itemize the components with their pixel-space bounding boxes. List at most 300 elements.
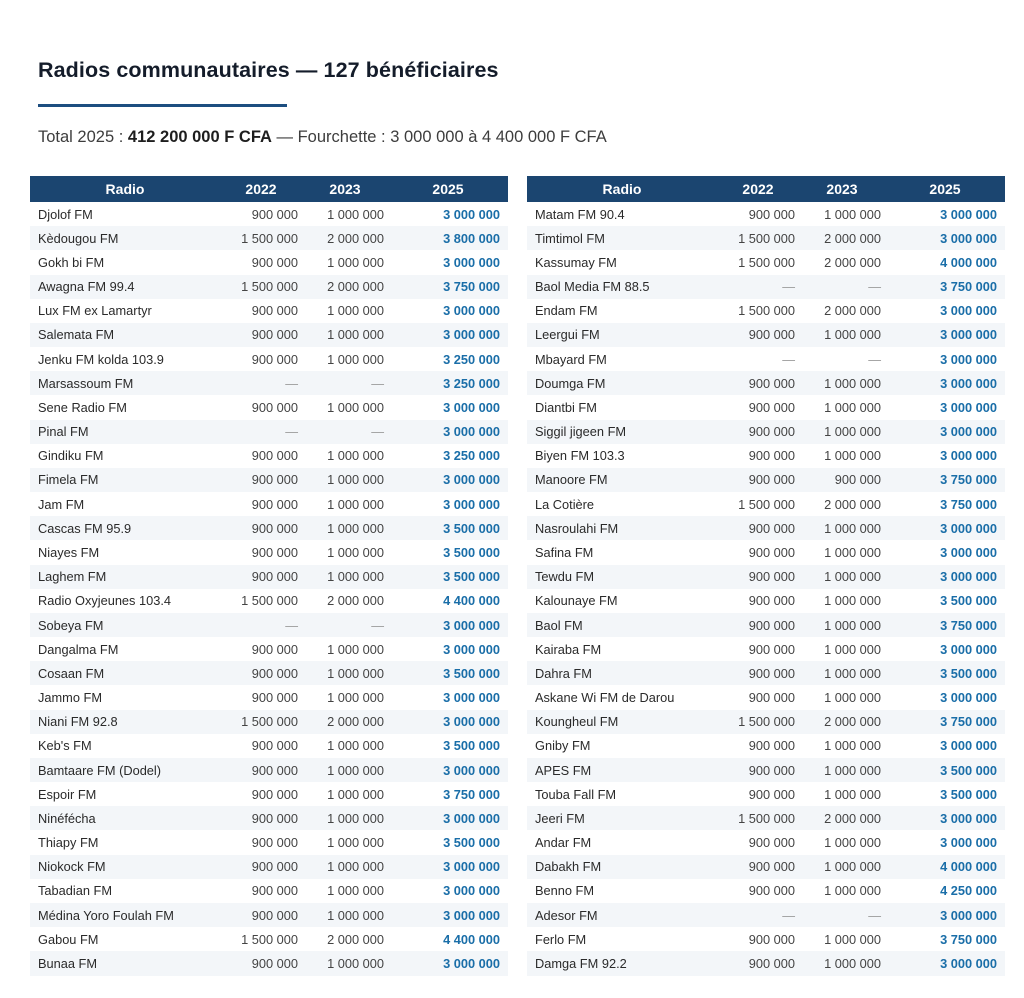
table-row bbox=[527, 420, 1005, 444]
table-row bbox=[30, 710, 508, 734]
table-row bbox=[30, 879, 508, 903]
cell-2023: 1 000 000 bbox=[799, 661, 885, 685]
cell-radio-name: Damga FM 92.2 bbox=[527, 951, 717, 975]
table-row bbox=[527, 516, 1005, 540]
cell-2023: 2 000 000 bbox=[824, 254, 881, 270]
cell-2025: 3 750 000 bbox=[940, 931, 997, 947]
cell-2022: 900 000 bbox=[251, 206, 298, 222]
table-row bbox=[30, 492, 508, 516]
table-row bbox=[527, 661, 1005, 685]
cell-2022: 900 000 bbox=[717, 758, 799, 782]
cell-radio-name: Kassumay FM bbox=[535, 254, 617, 270]
cell-2023: 1 000 000 bbox=[327, 351, 384, 367]
cell-2023: 1 000 000 bbox=[327, 738, 384, 754]
cell-2023: 1 000 000 bbox=[824, 448, 881, 464]
table-row bbox=[527, 685, 1005, 709]
cell-radio-name: Diantbi FM bbox=[535, 399, 597, 415]
cell-2025: 3 500 000 bbox=[940, 786, 997, 802]
title-underline bbox=[38, 104, 287, 107]
cell-2022: 900 000 bbox=[717, 323, 799, 347]
cell-radio-name: Siggil jigeen FM bbox=[527, 420, 717, 444]
table-row bbox=[527, 226, 1005, 250]
cell-2025: 3 000 000 bbox=[388, 903, 508, 927]
cell-radio-name: Baol Media FM 88.5 bbox=[527, 275, 717, 299]
cell-2023: 1 000 000 bbox=[302, 661, 388, 685]
cell-2023: 1 000 000 bbox=[799, 516, 885, 540]
cell-2025: 3 000 000 bbox=[940, 641, 997, 657]
cell-radio-name: Cascas FM 95.9 bbox=[30, 516, 220, 540]
cell-2022: 900 000 bbox=[748, 738, 795, 754]
table-row bbox=[30, 806, 508, 830]
cell-radio-name: Timtimol FM bbox=[527, 226, 717, 250]
cell-radio-name: Gabou FM bbox=[38, 931, 99, 947]
cell-2022: 900 000 bbox=[220, 903, 302, 927]
cell-2023: 1 000 000 bbox=[327, 690, 384, 706]
table-row bbox=[30, 782, 508, 806]
cell-2023: 1 000 000 bbox=[327, 448, 384, 464]
cell-2022: 900 000 bbox=[251, 399, 298, 415]
table-row bbox=[30, 758, 508, 782]
cell-radio-name: Dangalma FM bbox=[38, 641, 119, 657]
table-row bbox=[527, 855, 1005, 879]
cell-2025: 3 000 000 bbox=[885, 226, 1005, 250]
cell-2025: 3 500 000 bbox=[388, 565, 508, 589]
cell-2023: 1 000 000 bbox=[327, 496, 384, 512]
cell-2025: 3 500 000 bbox=[443, 738, 500, 754]
cell-2022: 900 000 bbox=[251, 496, 298, 512]
cell-2022: 900 000 bbox=[220, 855, 302, 879]
cell-2025: 3 000 000 bbox=[443, 496, 500, 512]
cell-2023: 1 000 000 bbox=[327, 399, 384, 415]
cell-radio-name: Bamtaare FM (Dodel) bbox=[30, 758, 220, 782]
summary-total: 412 200 000 F CFA bbox=[127, 128, 272, 146]
cell-2025: 3 750 000 bbox=[885, 613, 1005, 637]
header-2025: 2025 bbox=[885, 176, 1005, 202]
cell-2025: 3 750 000 bbox=[443, 786, 500, 802]
cell-2023: 1 000 000 bbox=[327, 544, 384, 560]
table-row bbox=[30, 323, 508, 347]
cell-2022: 900 000 bbox=[717, 613, 799, 637]
cell-2025: 4 400 000 bbox=[443, 931, 500, 947]
cell-radio-name: Gokh bi FM bbox=[38, 254, 105, 270]
table-row bbox=[527, 758, 1005, 782]
cell-2022: 1 500 000 bbox=[220, 710, 302, 734]
summary-line bbox=[38, 128, 607, 147]
cell-2023: 2 000 000 bbox=[302, 275, 388, 299]
table-row bbox=[30, 299, 508, 323]
cell-radio-name: Jam FM bbox=[38, 496, 85, 512]
table-row bbox=[527, 347, 1005, 371]
cell-2025: 3 000 000 bbox=[443, 254, 500, 270]
cell-2025: 3 000 000 bbox=[940, 448, 997, 464]
cell-2025: 3 000 000 bbox=[940, 544, 997, 560]
cell-2023: 2 000 000 bbox=[302, 710, 388, 734]
table-row bbox=[527, 734, 1005, 758]
cell-2022: 900 000 bbox=[220, 323, 302, 347]
cell-2025: 3 500 000 bbox=[885, 758, 1005, 782]
table-row bbox=[527, 565, 1005, 589]
table-row bbox=[527, 395, 1005, 419]
table-row bbox=[30, 250, 508, 274]
cell-2022: 1 500 000 bbox=[738, 254, 795, 270]
cell-radio-name: Radio Oxyjeunes 103.4 bbox=[38, 593, 172, 609]
cell-2025: 3 500 000 bbox=[940, 593, 997, 609]
cell-2025: 3 500 000 bbox=[443, 544, 500, 560]
cell-2025: 3 000 000 bbox=[885, 806, 1005, 830]
cell-2023: 1 000 000 bbox=[799, 855, 885, 879]
cell-2022: 900 000 bbox=[717, 371, 799, 395]
cell-radio-name: Pinal FM bbox=[30, 420, 220, 444]
cell-2023: 1 000 000 bbox=[302, 516, 388, 540]
cell-2025: 3 250 000 bbox=[443, 351, 500, 367]
table-row bbox=[527, 637, 1005, 661]
cell-2022: 1 500 000 bbox=[738, 303, 795, 319]
cell-2023: 2 000 000 bbox=[824, 303, 881, 319]
cell-2022: 900 000 bbox=[748, 690, 795, 706]
cell-radio-name: Djolof FM bbox=[38, 206, 93, 222]
table-row bbox=[527, 492, 1005, 516]
cell-radio-name: Ninéfécha bbox=[30, 806, 220, 830]
table-row bbox=[30, 275, 508, 299]
cell-2022: 900 000 bbox=[220, 468, 302, 492]
cell-2022: 900 000 bbox=[717, 855, 799, 879]
cell-radio-name: Fimela FM bbox=[30, 468, 220, 492]
cell-2023: — bbox=[302, 371, 388, 395]
table-row bbox=[30, 830, 508, 854]
cell-radio-name: Thiapy FM bbox=[38, 835, 99, 851]
table-row bbox=[527, 468, 1005, 492]
radio-table-left bbox=[30, 176, 508, 976]
table-row bbox=[527, 951, 1005, 975]
header-radio: Radio bbox=[527, 176, 717, 202]
cell-2022: 900 000 bbox=[717, 468, 799, 492]
cell-radio-name: Kairaba FM bbox=[535, 641, 602, 657]
cell-2025: 4 400 000 bbox=[443, 593, 500, 609]
cell-2023: 1 000 000 bbox=[824, 690, 881, 706]
table-row bbox=[30, 202, 508, 226]
cell-radio-name: Espoir FM bbox=[38, 786, 97, 802]
cell-2023: 1 000 000 bbox=[302, 903, 388, 927]
cell-radio-name: Adesor FM bbox=[527, 903, 717, 927]
cell-2025: 3 800 000 bbox=[388, 226, 508, 250]
cell-2022: 900 000 bbox=[717, 951, 799, 975]
cell-2023: 1 000 000 bbox=[327, 254, 384, 270]
cell-2025: 3 500 000 bbox=[388, 661, 508, 685]
table-row bbox=[527, 589, 1005, 613]
cell-2023: 1 000 000 bbox=[799, 613, 885, 637]
cell-radio-name: Jeeri FM bbox=[527, 806, 717, 830]
cell-2022: 900 000 bbox=[748, 399, 795, 415]
cell-2022: — bbox=[220, 371, 302, 395]
table-row bbox=[30, 613, 508, 637]
table-row bbox=[527, 371, 1005, 395]
cell-2022: 900 000 bbox=[251, 883, 298, 899]
cell-2022: 900 000 bbox=[251, 448, 298, 464]
cell-2025: 3 000 000 bbox=[388, 420, 508, 444]
cell-2025: 3 000 000 bbox=[885, 323, 1005, 347]
cell-2025: 3 000 000 bbox=[388, 468, 508, 492]
cell-2023: — bbox=[799, 275, 885, 299]
cell-2023: 1 000 000 bbox=[302, 468, 388, 492]
cell-radio-name: La Cotière bbox=[535, 496, 595, 512]
cell-radio-name: Niayes FM bbox=[38, 544, 100, 560]
cell-2025: 3 500 000 bbox=[443, 835, 500, 851]
cell-2023: 1 000 000 bbox=[327, 835, 384, 851]
cell-2023: 900 000 bbox=[799, 468, 885, 492]
cell-radio-name: Niani FM 92.8 bbox=[30, 710, 220, 734]
cell-2023: — bbox=[302, 420, 388, 444]
cell-radio-name: Keb's FM bbox=[38, 738, 92, 754]
cell-radio-name: Awagna FM 99.4 bbox=[30, 275, 220, 299]
header-2023: 2023 bbox=[799, 176, 885, 202]
cell-2025: 3 750 000 bbox=[940, 496, 997, 512]
cell-2025: 3 000 000 bbox=[443, 690, 500, 706]
table-row bbox=[30, 420, 508, 444]
cell-radio-name: Andar FM bbox=[535, 835, 592, 851]
cell-radio-name: Benno FM bbox=[535, 883, 595, 899]
cell-2022: — bbox=[717, 903, 799, 927]
summary-prefix: Total 2025 : bbox=[38, 128, 128, 146]
table-row bbox=[30, 395, 508, 419]
table-row bbox=[527, 613, 1005, 637]
cell-radio-name: Laghem FM bbox=[30, 565, 220, 589]
cell-radio-name: Biyen FM 103.3 bbox=[535, 448, 625, 464]
header-2025: 2025 bbox=[388, 176, 508, 202]
cell-radio-name: Gniby FM bbox=[535, 738, 591, 754]
table-row bbox=[527, 806, 1005, 830]
cell-2025: 3 000 000 bbox=[443, 206, 500, 222]
cell-2022: 900 000 bbox=[251, 303, 298, 319]
cell-2023: 2 000 000 bbox=[799, 710, 885, 734]
table-row bbox=[30, 565, 508, 589]
cell-2025: 3 000 000 bbox=[940, 206, 997, 222]
cell-2025: 3 000 000 bbox=[885, 420, 1005, 444]
cell-radio-name: Dabakh FM bbox=[527, 855, 717, 879]
cell-2025: 3 000 000 bbox=[388, 951, 508, 975]
header-2022: 2022 bbox=[220, 176, 302, 202]
summary-range: — Fourchette : 3 000 000 à 4 400 000 F CFA bbox=[271, 128, 607, 146]
cell-2025: 3 000 000 bbox=[388, 613, 508, 637]
cell-2025: 3 000 000 bbox=[443, 399, 500, 415]
table-row bbox=[30, 516, 508, 540]
cell-2025: 3 000 000 bbox=[885, 903, 1005, 927]
table-row bbox=[30, 468, 508, 492]
cell-radio-name: Mbayard FM bbox=[535, 351, 607, 367]
table-row bbox=[30, 685, 508, 709]
table-row bbox=[527, 710, 1005, 734]
cell-2023: 2 000 000 bbox=[327, 931, 384, 947]
cell-2023: 1 000 000 bbox=[824, 738, 881, 754]
cell-2023: 1 000 000 bbox=[824, 883, 881, 899]
cell-radio-name: Dahra FM bbox=[527, 661, 717, 685]
page-title: Radios communautaires — 127 bénéficiaires bbox=[38, 58, 499, 82]
cell-radio-name: Kalounaye FM bbox=[535, 593, 618, 609]
cell-2022: — bbox=[717, 275, 799, 299]
cell-2022: 900 000 bbox=[220, 806, 302, 830]
cell-2022: 1 500 000 bbox=[220, 275, 302, 299]
cell-radio-name: Marsassoum FM bbox=[30, 371, 220, 395]
cell-2023: 1 000 000 bbox=[799, 951, 885, 975]
cell-2023: 1 000 000 bbox=[327, 641, 384, 657]
cell-2022: 900 000 bbox=[251, 641, 298, 657]
cell-radio-name: Gindiku FM bbox=[38, 448, 104, 464]
cell-2022: 900 000 bbox=[717, 565, 799, 589]
cell-2023: 1 000 000 bbox=[327, 303, 384, 319]
cell-2022: 900 000 bbox=[220, 661, 302, 685]
cell-2025: 3 000 000 bbox=[940, 351, 997, 367]
cell-2022: 900 000 bbox=[717, 516, 799, 540]
table-row bbox=[527, 250, 1005, 274]
cell-2022: 1 500 000 bbox=[241, 593, 298, 609]
cell-2025: 3 000 000 bbox=[940, 690, 997, 706]
cell-2025: 3 000 000 bbox=[940, 835, 997, 851]
cell-2025: 3 250 000 bbox=[388, 371, 508, 395]
cell-2023: 2 000 000 bbox=[302, 226, 388, 250]
cell-2023: 1 000 000 bbox=[824, 593, 881, 609]
cell-2022: — bbox=[220, 613, 302, 637]
cell-radio-name: Nasroulahi FM bbox=[527, 516, 717, 540]
table-row bbox=[527, 275, 1005, 299]
cell-2022: 900 000 bbox=[251, 835, 298, 851]
cell-2025: 3 000 000 bbox=[388, 710, 508, 734]
cell-radio-name: Cosaan FM bbox=[30, 661, 220, 685]
table-row bbox=[527, 903, 1005, 927]
cell-2025: 3 000 000 bbox=[940, 738, 997, 754]
cell-2023: 2 000 000 bbox=[799, 806, 885, 830]
cell-2022: 1 500 000 bbox=[717, 806, 799, 830]
cell-radio-name: Touba Fall FM bbox=[535, 786, 617, 802]
cell-radio-name: Jenku FM kolda 103.9 bbox=[38, 351, 164, 367]
cell-radio-name: Ferlo FM bbox=[535, 931, 587, 947]
cell-2022: 900 000 bbox=[220, 758, 302, 782]
cell-radio-name: Doumga FM bbox=[527, 371, 717, 395]
cell-2022: 900 000 bbox=[748, 544, 795, 560]
table-row bbox=[527, 444, 1005, 468]
cell-2023: 1 000 000 bbox=[824, 641, 881, 657]
cell-2023: 1 000 000 bbox=[799, 420, 885, 444]
table-row bbox=[30, 927, 508, 951]
table-row bbox=[30, 444, 508, 468]
cell-2022: 900 000 bbox=[251, 254, 298, 270]
table-row bbox=[527, 202, 1005, 226]
table-row bbox=[30, 734, 508, 758]
cell-2023: 2 000 000 bbox=[799, 226, 885, 250]
cell-2022: 900 000 bbox=[251, 351, 298, 367]
cell-radio-name: Sene Radio FM bbox=[38, 399, 127, 415]
table-row bbox=[527, 782, 1005, 806]
cell-2022: 1 500 000 bbox=[220, 226, 302, 250]
cell-2023: 1 000 000 bbox=[799, 371, 885, 395]
cell-2022: 900 000 bbox=[251, 690, 298, 706]
table-row bbox=[30, 637, 508, 661]
cell-2023: 1 000 000 bbox=[799, 323, 885, 347]
cell-2025: 3 250 000 bbox=[443, 448, 500, 464]
cell-2023: 1 000 000 bbox=[327, 206, 384, 222]
cell-2023: 1 000 000 bbox=[824, 544, 881, 560]
cell-radio-name: Salemata FM bbox=[30, 323, 220, 347]
table-row bbox=[30, 855, 508, 879]
cell-2025: 3 500 000 bbox=[885, 661, 1005, 685]
cell-2022: 900 000 bbox=[748, 593, 795, 609]
cell-2025: 3 750 000 bbox=[885, 275, 1005, 299]
cell-2023: — bbox=[868, 351, 881, 367]
cell-radio-name: Bunaa FM bbox=[30, 951, 220, 975]
cell-radio-name: Manoore FM bbox=[527, 468, 717, 492]
cell-2022: 900 000 bbox=[748, 786, 795, 802]
cell-radio-name: Sobeya FM bbox=[30, 613, 220, 637]
cell-2023: 1 000 000 bbox=[302, 323, 388, 347]
cell-2022: 900 000 bbox=[251, 738, 298, 754]
cell-2022: 900 000 bbox=[220, 951, 302, 975]
cell-2025: 3 000 000 bbox=[388, 855, 508, 879]
cell-2023: 1 000 000 bbox=[824, 786, 881, 802]
cell-2025: 3 500 000 bbox=[388, 516, 508, 540]
cell-2025: 3 000 000 bbox=[940, 399, 997, 415]
table-row bbox=[527, 540, 1005, 564]
cell-2022: 900 000 bbox=[717, 661, 799, 685]
cell-2022: 900 000 bbox=[748, 835, 795, 851]
table-row bbox=[527, 830, 1005, 854]
cell-2025: 3 750 000 bbox=[885, 468, 1005, 492]
cell-2023: — bbox=[799, 903, 885, 927]
cell-radio-name: Matam FM 90.4 bbox=[535, 206, 625, 222]
cell-2025: 4 250 000 bbox=[940, 883, 997, 899]
cell-2025: 3 000 000 bbox=[885, 951, 1005, 975]
cell-2022: 1 500 000 bbox=[717, 226, 799, 250]
table-row bbox=[527, 927, 1005, 951]
cell-2025: 3 750 000 bbox=[388, 275, 508, 299]
table-row bbox=[527, 879, 1005, 903]
cell-2022: 900 000 bbox=[748, 883, 795, 899]
cell-2023: 1 000 000 bbox=[327, 883, 384, 899]
cell-radio-name: Askane Wi FM de Darou bbox=[535, 690, 675, 706]
cell-2023: 1 000 000 bbox=[302, 951, 388, 975]
cell-2022: 900 000 bbox=[748, 448, 795, 464]
cell-2023: 1 000 000 bbox=[799, 565, 885, 589]
cell-2022: 900 000 bbox=[748, 206, 795, 222]
cell-radio-name: Niokock FM bbox=[30, 855, 220, 879]
cell-radio-name: Lux FM ex Lamartyr bbox=[38, 303, 152, 319]
cell-2025: 3 000 000 bbox=[885, 565, 1005, 589]
cell-radio-name: Endam FM bbox=[535, 303, 598, 319]
cell-2025: 4 000 000 bbox=[885, 855, 1005, 879]
radio-table-right bbox=[527, 176, 1005, 976]
header-2022: 2022 bbox=[717, 176, 799, 202]
cell-radio-name: Kèdougou FM bbox=[30, 226, 220, 250]
cell-2025: 3 000 000 bbox=[388, 323, 508, 347]
table-row bbox=[30, 371, 508, 395]
cell-2023: 1 000 000 bbox=[302, 806, 388, 830]
cell-2023: 2 000 000 bbox=[327, 593, 384, 609]
cell-2025: 3 000 000 bbox=[443, 303, 500, 319]
cell-2025: 3 000 000 bbox=[388, 758, 508, 782]
cell-radio-name: Safina FM bbox=[535, 544, 594, 560]
cell-2022: 900 000 bbox=[251, 786, 298, 802]
cell-2025: 3 000 000 bbox=[885, 371, 1005, 395]
cell-2022: 900 000 bbox=[717, 420, 799, 444]
cell-2022: 1 500 000 bbox=[717, 710, 799, 734]
table-header-row bbox=[527, 176, 1005, 202]
cell-radio-name: Koungheul FM bbox=[527, 710, 717, 734]
cell-2023: 1 000 000 bbox=[327, 786, 384, 802]
cell-2023: 1 000 000 bbox=[302, 855, 388, 879]
cell-2023: 1 000 000 bbox=[302, 758, 388, 782]
cell-2025: 3 000 000 bbox=[885, 516, 1005, 540]
cell-2023: 1 000 000 bbox=[824, 399, 881, 415]
table-row bbox=[30, 903, 508, 927]
table-row bbox=[30, 589, 508, 613]
cell-2023: 2 000 000 bbox=[824, 496, 881, 512]
